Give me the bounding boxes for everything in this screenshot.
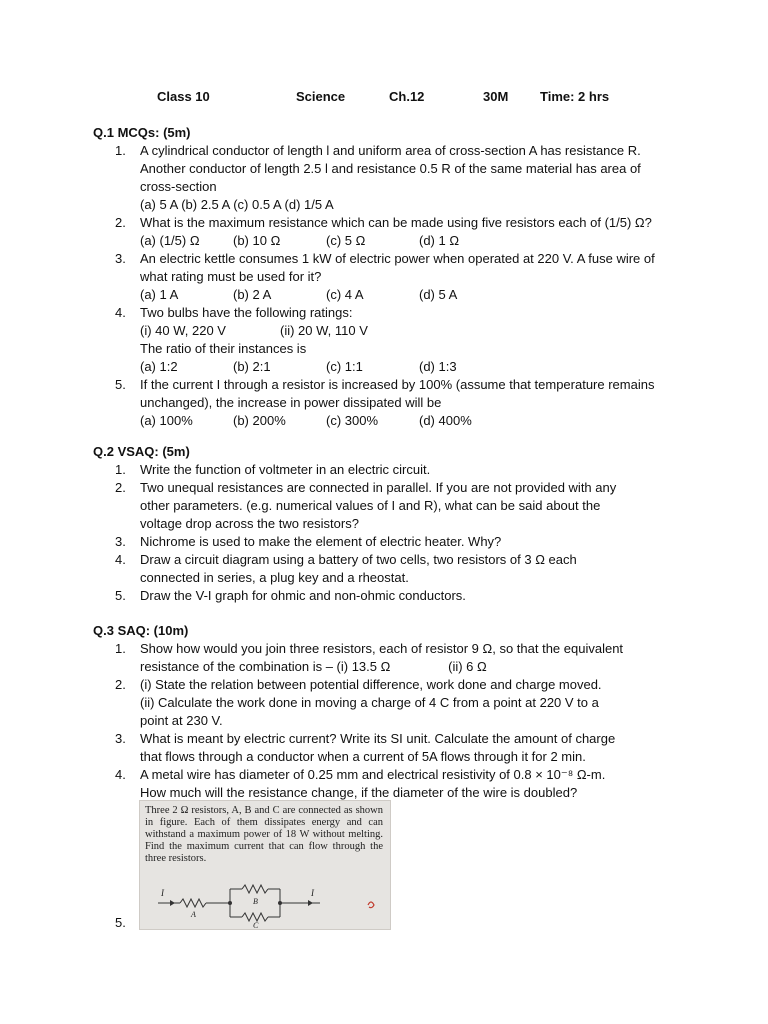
question-text: cross-section (140, 179, 217, 194)
section-title: Q.3 SAQ: (10m) (93, 623, 189, 638)
question-text: resistance of the combination is – (i) 13.5 Ω (ii) 6 Ω (140, 659, 487, 674)
question-number: 3. (115, 251, 126, 266)
option: (c) 5 Ω (326, 233, 366, 248)
question-item (93, 766, 733, 802)
option: (c) 4 A (326, 287, 364, 302)
question-text: Show how would you join three resistors, each of resistor 9 Ω, so that the equivalent (140, 641, 624, 656)
question-text: If the current I through a resistor is increased by 100% (assume that temperature remains (140, 377, 655, 392)
question-item (93, 250, 733, 304)
option: (b) 2 A (233, 287, 272, 302)
option: (d) 1:3 (419, 359, 457, 374)
figure-text: Three 2 Ω resistors, A, B and C are connected as shown in figure. Each of them dissipates energy and can withstand a maximum power of 18 W without melting. Find the maximum current that can flow through the three resistors. (145, 805, 383, 864)
section-title: Q.2 VSAQ: (5m) (93, 444, 190, 459)
option: (a) (1/5) Ω (140, 233, 200, 248)
question-number: 5. (115, 915, 126, 930)
red-pen-mark (368, 902, 374, 908)
question-number: 2. (115, 677, 126, 692)
time-label: Time: 2 hrs (540, 89, 610, 104)
current-label-out: I (311, 888, 314, 898)
chapter-label: Ch.12 (389, 89, 425, 104)
option: (d) 400% (419, 413, 472, 428)
question-item (93, 676, 733, 730)
question-number: 3. (115, 731, 126, 746)
question-text: A cylindrical conductor of length l and uniform area of cross-section A has resistance R. (140, 143, 641, 158)
option: (a) 100% (140, 413, 193, 428)
question-number: 4. (115, 305, 126, 320)
option: (a) 1 A (140, 287, 179, 302)
question-item (93, 479, 733, 533)
section-saq (93, 622, 733, 802)
option: (d) 1 Ω (419, 233, 460, 248)
rating: (ii) 20 W, 110 V (280, 323, 368, 338)
circuit-diagram (140, 879, 390, 929)
question-number: 5. (115, 588, 126, 603)
question-text: A metal wire has diameter of 0.25 mm and electrical resistivity of 0.8 × 10⁻⁸ Ω-m. (140, 767, 606, 782)
question-item (93, 461, 733, 479)
question-text: unchanged), the increase in power dissipated will be (140, 395, 442, 410)
question-number: 2. (115, 480, 126, 495)
question-item (93, 304, 733, 376)
option: (b) 200% (233, 413, 286, 428)
question-text: Two bulbs have the following ratings: (140, 305, 353, 320)
section-title: Q.1 MCQs: (5m) (93, 125, 191, 140)
question-item (93, 142, 733, 214)
rating: (i) 40 W, 220 V (140, 323, 226, 338)
option: (d) 5 A (419, 287, 458, 302)
resistor-c (242, 913, 268, 921)
resistor-b (242, 885, 268, 893)
question-text: How much will the resistance change, if the diameter of the wire is doubled? (140, 785, 578, 800)
question-number: 1. (115, 641, 126, 656)
question-text: Draw the V-I graph for ohmic and non-ohmic conductors. (140, 588, 466, 603)
section-mcq (93, 124, 733, 430)
options-row (140, 232, 733, 250)
question-text: An electric kettle consumes 1 kW of electric power when operated at 220 V. A fuse wire of (140, 251, 655, 266)
question-number: 1. (115, 143, 126, 158)
options-line: (a) 5 A (b) 2.5 A (c) 0.5 A (d) 1/5 A (140, 197, 334, 212)
header-row (0, 88, 768, 106)
question-item (93, 551, 733, 587)
resistor-c-label: C (253, 921, 259, 929)
question-text: What is the maximum resistance which can be made using five resistors each of (1/5) Ω? (140, 215, 652, 230)
question-text: Draw a circuit diagram using a battery of two cells, two resistors of 3 Ω each (140, 552, 577, 567)
question-item (93, 730, 733, 766)
resistor-a (180, 899, 206, 907)
question-text: What is meant by electric current? Write its SI unit. Calculate the amount of charge (140, 731, 616, 746)
question-number: 2. (115, 215, 126, 230)
options-row (140, 412, 733, 430)
question-number: 3. (115, 534, 126, 549)
question-text: other parameters. (e.g. numerical values of I and R), what can be said about the (140, 498, 601, 513)
question-figure (139, 800, 391, 930)
question-text: what rating must be used for it? (140, 269, 322, 284)
question-item (93, 214, 733, 250)
question-text: (i) State the relation between potential difference, work done and charge moved. (140, 677, 602, 692)
question-text: Two unequal resistances are connected in parallel. If you are not provided with any (140, 480, 617, 495)
question-item (93, 533, 733, 551)
subject-label: Science (296, 89, 346, 104)
question-text: connected in series, a plug key and a rheostat. (140, 570, 409, 585)
current-label-in: I (161, 888, 164, 898)
marks-label: 30M (483, 89, 509, 104)
question-item (93, 640, 733, 676)
class-label: Class 10 (157, 89, 210, 104)
options-row (140, 358, 733, 376)
question-number: 1. (115, 462, 126, 477)
resistor-a-label: A (191, 910, 196, 919)
question-number: 4. (115, 552, 126, 567)
question-text: The ratio of their instances is (140, 341, 307, 356)
option: (b) 10 Ω (233, 233, 281, 248)
question-text: point at 230 V. (140, 713, 223, 728)
options-row (140, 286, 733, 304)
question-text: (ii) Calculate the work done in moving a charge of 4 C from a point at 220 V to a (140, 695, 599, 710)
option: (c) 300% (326, 413, 379, 428)
question-text: Nichrome is used to make the element of electric heater. Why? (140, 534, 502, 549)
question-text: Another conductor of length 2.5 l and resistance 0.5 R of the same material has area of (140, 161, 641, 176)
question-item (93, 376, 733, 430)
question-text: that flows through a conductor when a current of 5A flows through it for 2 min. (140, 749, 586, 764)
question-number: 5. (115, 377, 126, 392)
section-vsaq (93, 443, 733, 605)
question-number: 4. (115, 767, 126, 782)
question-item (93, 587, 733, 605)
ratings-row (140, 322, 733, 340)
option: (c) 1:1 (326, 359, 363, 374)
question-text: Write the function of voltmeter in an electric circuit. (140, 462, 431, 477)
question-text: voltage drop across the two resistors? (140, 516, 359, 531)
option: (b) 2:1 (233, 359, 271, 374)
option: (a) 1:2 (140, 359, 178, 374)
resistor-b-label: B (253, 897, 258, 906)
